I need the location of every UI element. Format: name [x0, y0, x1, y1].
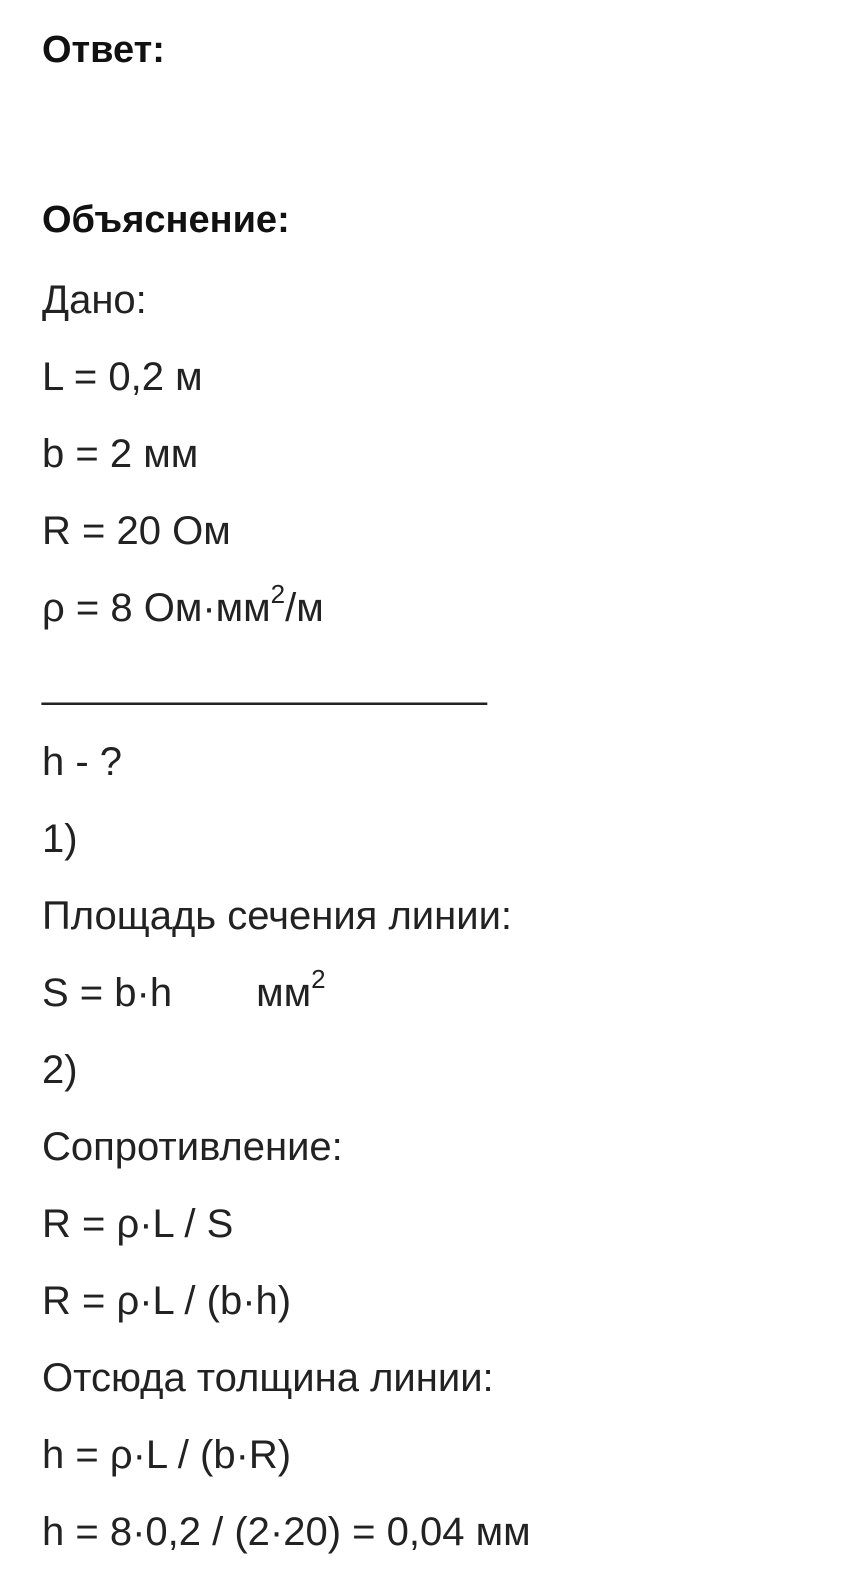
step1-number: 1) [42, 817, 78, 861]
step1-title: Площадь сечения линии: [42, 894, 513, 938]
step1-unit: мм [256, 971, 312, 1015]
explanation-heading: Объяснение: [42, 199, 290, 241]
given-resistance: R = 20 Ом [42, 509, 231, 553]
step2-formula3: h = ρ·L / (b·R) [42, 1433, 292, 1477]
given-label: Дано: [42, 278, 147, 322]
step2-conclusion: Отсюда толщина линии: [42, 1356, 494, 1400]
step2-title: Сопротивление: [42, 1125, 343, 1169]
resistivity-main: ρ = 8 Ом·мм [42, 586, 271, 630]
answer-heading: Ответ: [42, 29, 165, 71]
step1-unit-exponent: 2 [311, 964, 326, 994]
resistivity-tail: /м [285, 586, 324, 630]
step2-formula2: R = ρ·L / (b·h) [42, 1279, 292, 1323]
unknown-line: h - ? [42, 740, 123, 784]
step2-result: h = 8·0,2 / (2·20) = 0,04 мм [42, 1510, 531, 1554]
given-length: L = 0,2 м [42, 355, 203, 399]
step2-number: 2) [42, 1048, 78, 1092]
given-resistivity [42, 579, 324, 636]
given-width: b = 2 мм [42, 432, 199, 476]
step2-formula1: R = ρ·L / S [42, 1202, 234, 1246]
step1-formula: S = b·h [42, 971, 173, 1015]
resistivity-exponent: 2 [270, 579, 286, 609]
separator-line: ____________________ [42, 662, 487, 706]
step1-formula-line [42, 964, 326, 1021]
